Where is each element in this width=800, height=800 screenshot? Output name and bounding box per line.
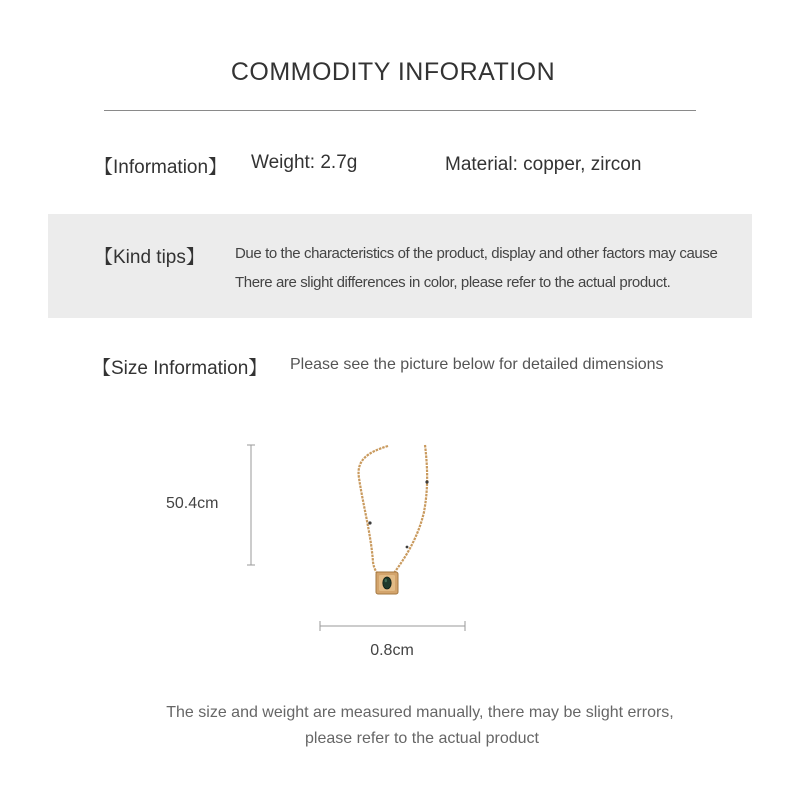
height-dimension-bracket bbox=[247, 445, 255, 565]
weight-value: Weight: 2.7g bbox=[251, 152, 358, 173]
information-label: 【Information】 bbox=[94, 157, 228, 178]
page-title: COMMODITY INFORATION bbox=[230, 58, 556, 86]
measurement-note-line-2: please refer to the actual product bbox=[305, 730, 539, 747]
necklace-product-image bbox=[230, 430, 490, 640]
size-information-description: Please see the picture below for detailed dimensions bbox=[290, 356, 664, 373]
length-dimension-label: 50.4cm bbox=[166, 495, 219, 512]
measurement-note-line-1: The size and weight are measured manually, there may be slight errors, bbox=[166, 704, 674, 721]
kind-tips-line-2: There are slight differences in color, please refer to the actual product. bbox=[235, 274, 671, 291]
width-dimension-bracket bbox=[320, 621, 465, 631]
kind-tips-label: 【Kind tips】 bbox=[94, 247, 205, 268]
title-divider bbox=[104, 110, 696, 111]
width-dimension-label: 0.8cm bbox=[370, 642, 414, 659]
kind-tips-line-1: Due to the characteristics of the product, display and other factors may cause bbox=[235, 245, 718, 262]
necklace-chain bbox=[359, 445, 429, 577]
necklace-pendant bbox=[376, 572, 398, 594]
material-value: Material: copper, zircon bbox=[445, 154, 642, 175]
size-information-label: 【Size Information】 bbox=[92, 358, 268, 379]
